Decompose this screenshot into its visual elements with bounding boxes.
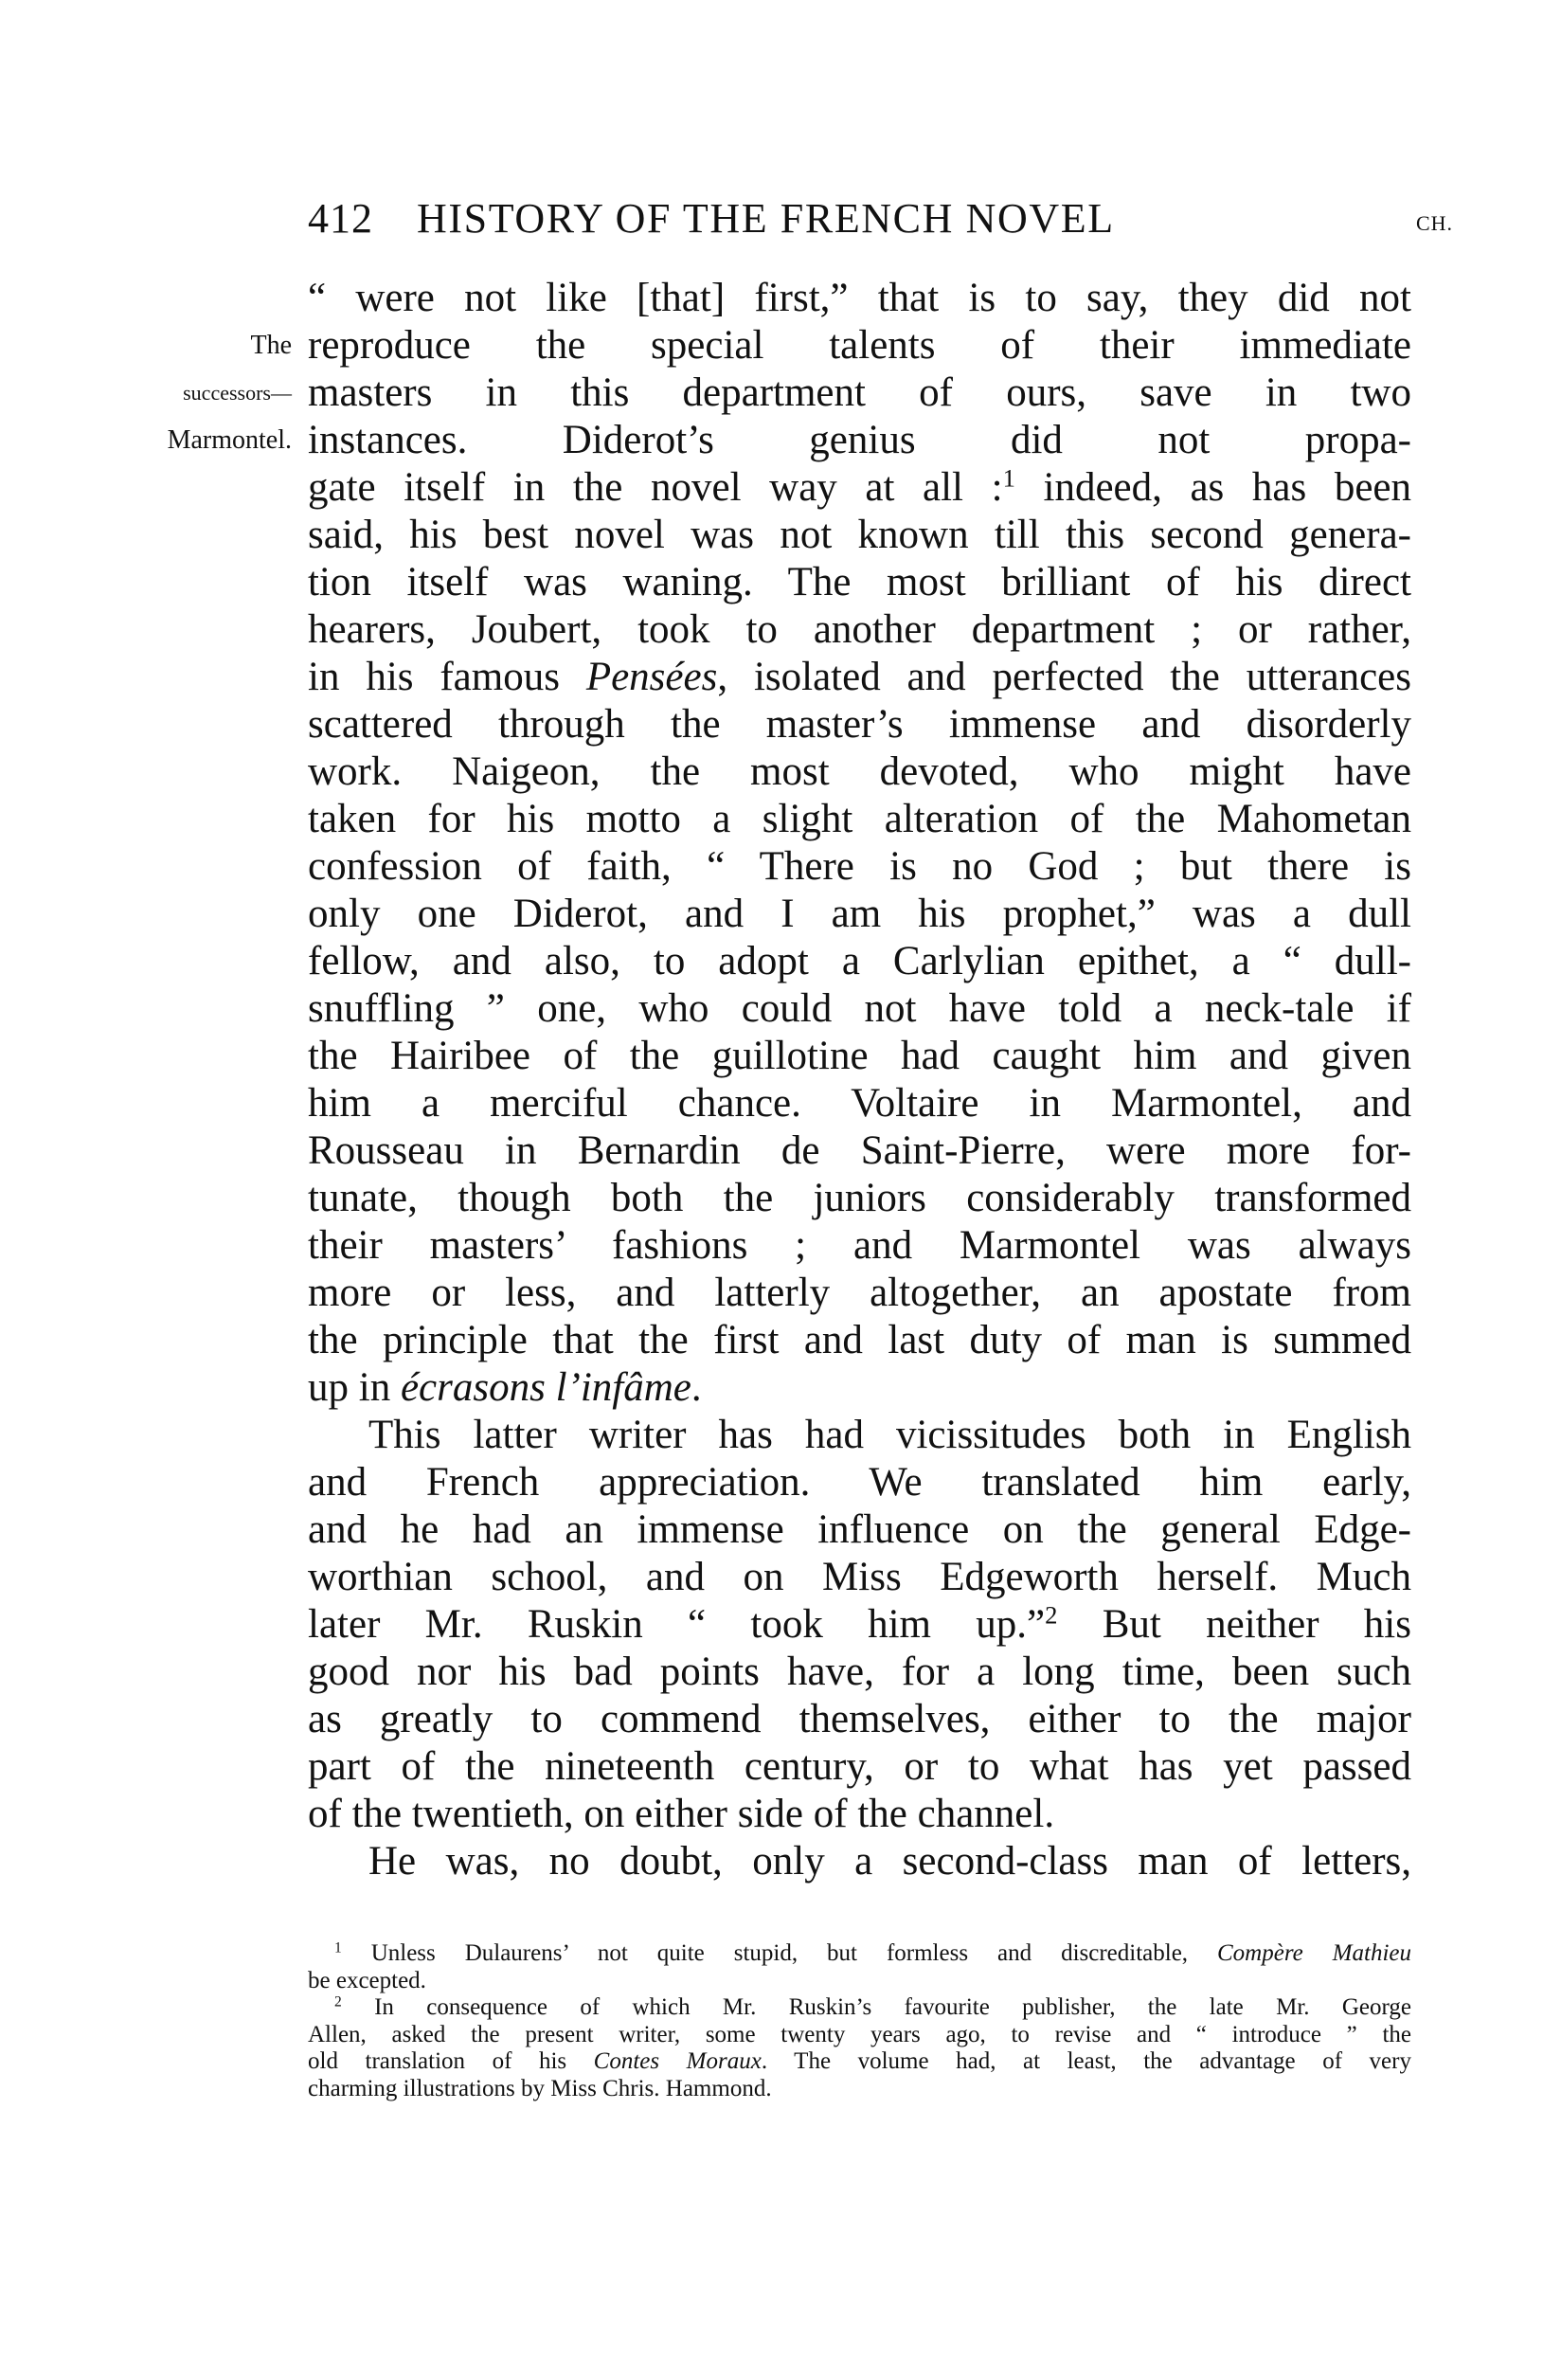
text-line: tunate, though both the juniors considerably transformed bbox=[308, 1176, 1411, 1220]
text-line: He was, no doubt, only a second-class man of letters, bbox=[368, 1839, 1411, 1884]
text-run: in his famous bbox=[308, 655, 586, 699]
footnote-text: In consequence of which Mr. Ruskin’s favourite publisher, the late Mr. George bbox=[341, 1994, 1411, 2020]
text-run: indeed, as has been bbox=[1014, 465, 1411, 510]
text-run: up in bbox=[308, 1365, 401, 1410]
text-line: the Hairibee of the guillotine had caught him and given bbox=[308, 1034, 1411, 1078]
margin-note bbox=[121, 322, 292, 464]
footnote-italic: Contes Moraux bbox=[593, 2048, 762, 2074]
footnote-text: . The volume had, at least, the advantage of very bbox=[761, 2048, 1411, 2074]
text-line: taken for his motto a slight alteration of the Mahometan bbox=[308, 797, 1411, 841]
text-line: This latter writer has had vicissitudes both in English bbox=[368, 1413, 1411, 1457]
text-line: instances. Diderot’s genius did not propa- bbox=[308, 418, 1411, 462]
margin-note-line: Marmontel. bbox=[167, 425, 292, 455]
text-line bbox=[308, 1364, 1411, 1412]
text-run: later Mr. Ruskin “ took him up.” bbox=[308, 1602, 1046, 1647]
text-line bbox=[308, 654, 1411, 701]
margin-note-line: successors— bbox=[183, 381, 292, 405]
text-line: snuffling ” one, who could not have told a neck-tale if bbox=[308, 986, 1411, 1031]
text-line: “ were not like [that] first,” that is to say, they did not bbox=[308, 276, 1411, 320]
text-line: and he had an immense influence on the general Edge- bbox=[308, 1507, 1411, 1552]
footnote-text: Unless Dulaurens’ not quite stupid, but formless and discreditable, bbox=[341, 1940, 1217, 1966]
text-run: . bbox=[691, 1365, 702, 1410]
text-line: of the twentieth, on either side of the channel. bbox=[308, 1792, 1055, 1836]
text-line: the principle that the first and last duty of man is summed bbox=[308, 1318, 1411, 1362]
footnote-line bbox=[308, 2048, 1411, 2076]
text-line bbox=[308, 464, 1411, 512]
body-text bbox=[308, 275, 1411, 1885]
text-line: work. Naigeon, the most devoted, who might have bbox=[308, 749, 1411, 794]
footnote-line: charming illustrations by Miss Chris. Hammond. bbox=[308, 2075, 772, 2101]
footnote-line: Allen, asked the present writer, some twenty years ago, to revise and “ introduce ” the bbox=[308, 2021, 1411, 2047]
chapter-mark: CH. bbox=[1416, 211, 1454, 235]
margin-note-line: The bbox=[250, 331, 292, 360]
text-line: masters in this department of ours, save in two bbox=[308, 370, 1411, 415]
text-line: part of the nineteenth century, or to what has yet passed bbox=[308, 1744, 1411, 1789]
text-line: reproduce the special talents of their immediate bbox=[308, 323, 1411, 368]
text-line: more or less, and latterly altogether, an apostate from bbox=[308, 1271, 1411, 1315]
text-line: tion itself was waning. The most brilliant of his direct bbox=[308, 560, 1411, 604]
footnote-marker: 2 bbox=[334, 1993, 342, 2010]
text-line: scattered through the master’s immense and disorderly bbox=[308, 702, 1411, 747]
footnote-italic: Compère Mathieu bbox=[1217, 1940, 1411, 1966]
page-number: 412 bbox=[308, 195, 373, 242]
running-header bbox=[308, 194, 1454, 251]
footnote-line: be excepted. bbox=[308, 1967, 426, 1993]
text-line: their masters’ fashions ; and Marmontel was always bbox=[308, 1223, 1411, 1268]
running-title: HISTORY OF THE FRENCH NOVEL bbox=[417, 195, 1115, 242]
text-run: , isolated and perfected the utterances bbox=[717, 655, 1411, 699]
footnote-1 bbox=[308, 1940, 1411, 1968]
footnote-text: old translation of his bbox=[308, 2048, 594, 2074]
text-run: But neither his bbox=[1057, 1602, 1411, 1647]
italic-phrase: écrasons l’infâme bbox=[400, 1365, 691, 1410]
text-line: him a merciful chance. Voltaire in Marmontel, and bbox=[308, 1081, 1411, 1126]
text-line: hearers, Joubert, took to another department ; or rather, bbox=[308, 607, 1411, 652]
text-line: confession of faith, “ There is no God ; but there is bbox=[308, 844, 1411, 889]
text-line bbox=[308, 1601, 1411, 1649]
footnote-ref: 2 bbox=[1045, 1600, 1058, 1630]
text-line: good nor his bad points have, for a long time, been such bbox=[308, 1650, 1411, 1694]
footnote-ref: 1 bbox=[1002, 463, 1015, 493]
text-line: and French appreciation. We translated him early, bbox=[308, 1460, 1411, 1505]
text-line: worthian school, and on Miss Edgeworth herself. Much bbox=[308, 1555, 1411, 1599]
footnote-marker: 1 bbox=[334, 1939, 342, 1956]
text-line: as greatly to commend themselves, either to the major bbox=[308, 1697, 1411, 1741]
footnotes bbox=[308, 1940, 1411, 2102]
footnote-2 bbox=[308, 1994, 1411, 2022]
text-line: Rousseau in Bernardin de Saint-Pierre, were more for- bbox=[308, 1128, 1411, 1173]
text-line: said, his best novel was not known till this second genera- bbox=[308, 513, 1411, 557]
text-run: gate itself in the novel way at all : bbox=[308, 465, 1003, 510]
text-line: only one Diderot, and I am his prophet,” was a dull bbox=[308, 892, 1411, 936]
text-line: fellow, and also, to adopt a Carlylian epithet, a “ dull- bbox=[308, 939, 1411, 983]
italic-title: Pensées bbox=[585, 655, 718, 699]
